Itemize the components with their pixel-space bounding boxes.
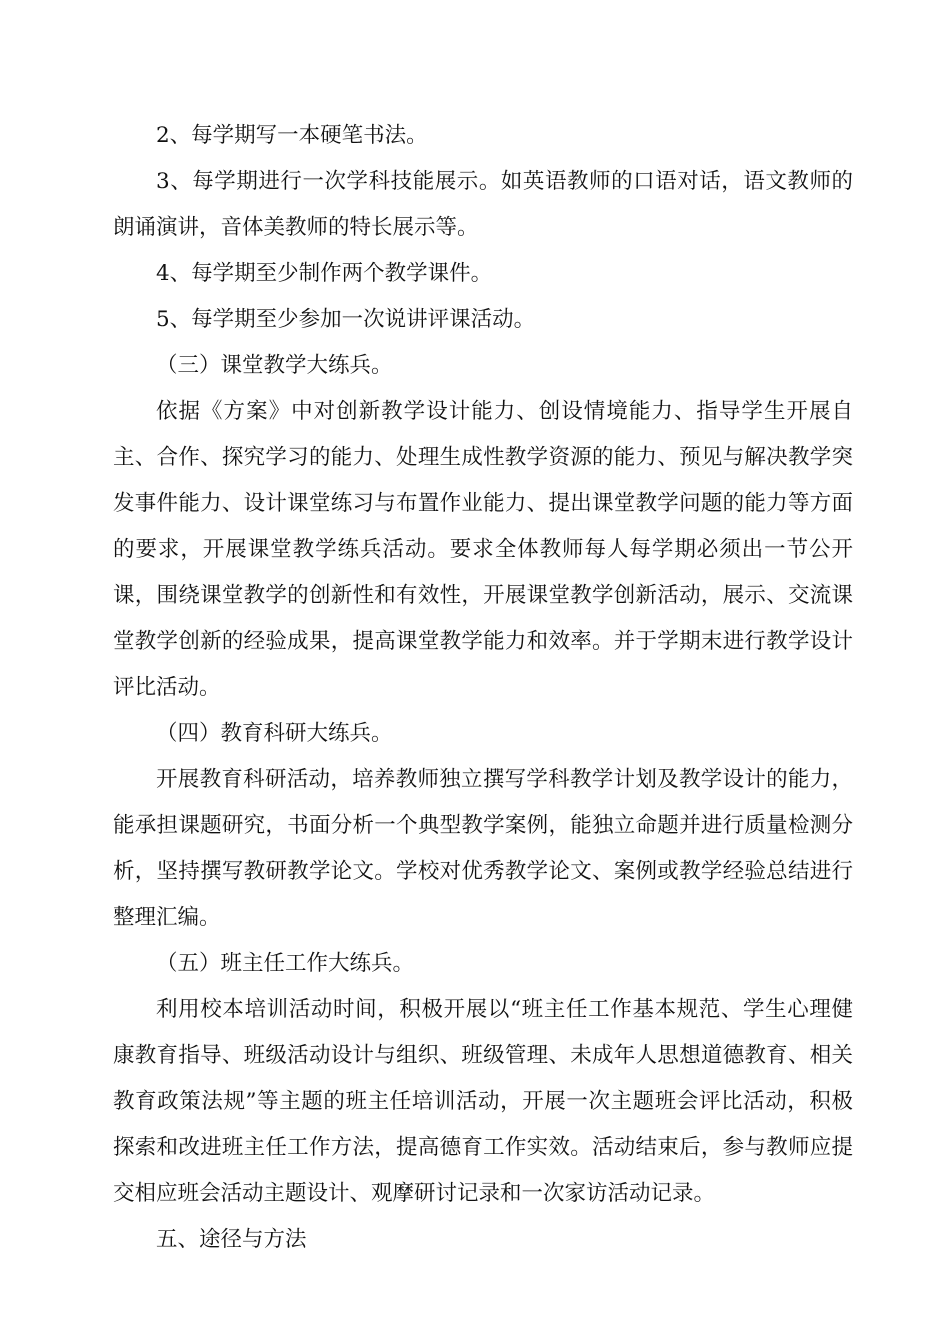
subheading-classroom-teaching: （三）课堂教学大练兵。 bbox=[156, 353, 393, 378]
item-courseware: 4、每学期至少制作两个教学课件。 bbox=[156, 261, 493, 286]
section-heading-approaches-methods: 五、途径与方法 bbox=[156, 1227, 307, 1252]
paragraph-classroom-teaching: 依据《方案》中对创新教学设计能力、创设情境能力、指导学生开展自主、合作、探究学习的能力、处理生成性教学资源的能力、预见与解决教学突发事件能力、设计课堂练习与布置作业能力、提出课堂教学问题的能力等方面的要求，开展课堂教学练兵活动。要求全体教师每人每学期必须出一节公开课，围绕课堂教学的创新性和有效性，开展课堂教学创新活动，展示、交流课堂教学创新的经验成果，提高课堂教学能力和效率。并于学期末进行教学设计评比活动。 bbox=[113, 399, 853, 700]
subheading-head-teacher-work: （五）班主任工作大练兵。 bbox=[156, 951, 415, 976]
item-lecture-review: 5、每学期至少参加一次说讲评课活动。 bbox=[156, 307, 536, 332]
document-body bbox=[113, 113, 853, 1263]
paragraph-head-teacher-work: 利用校本培训活动时间，积极开展以“班主任工作基本规范、学生心理健康教育指导、班级活动设计与组织、班级管理、未成年人思想道德教育、相关教育政策法规”等主题的班主任培训活动，开展一次主题班会评比活动，积极探索和改进班主任工作方法，提高德育工作实效。活动结束后，参与教师应提交相应班会活动主题设计、观摩研讨记录和一次家访活动记录。 bbox=[113, 997, 853, 1206]
paragraph-education-research: 开展教育科研活动，培养教师独立撰写学科教学计划及教学设计的能力，能承担课题研究，书面分析一个典型教学案例，能独立命题并进行质量检测分析，坚持撰写教研教学论文。学校对优秀教学论文、案例或教学经验总结进行整理汇编。 bbox=[113, 767, 853, 930]
subheading-education-research: （四）教育科研大练兵。 bbox=[156, 721, 393, 746]
item-calligraphy: 2、每学期写一本硬笔书法。 bbox=[156, 123, 428, 148]
item-skill-showcase: 3、每学期进行一次学科技能展示。如英语教师的口语对话，语文教师的朗诵演讲，音体美教师的特长展示等。 bbox=[113, 169, 853, 240]
